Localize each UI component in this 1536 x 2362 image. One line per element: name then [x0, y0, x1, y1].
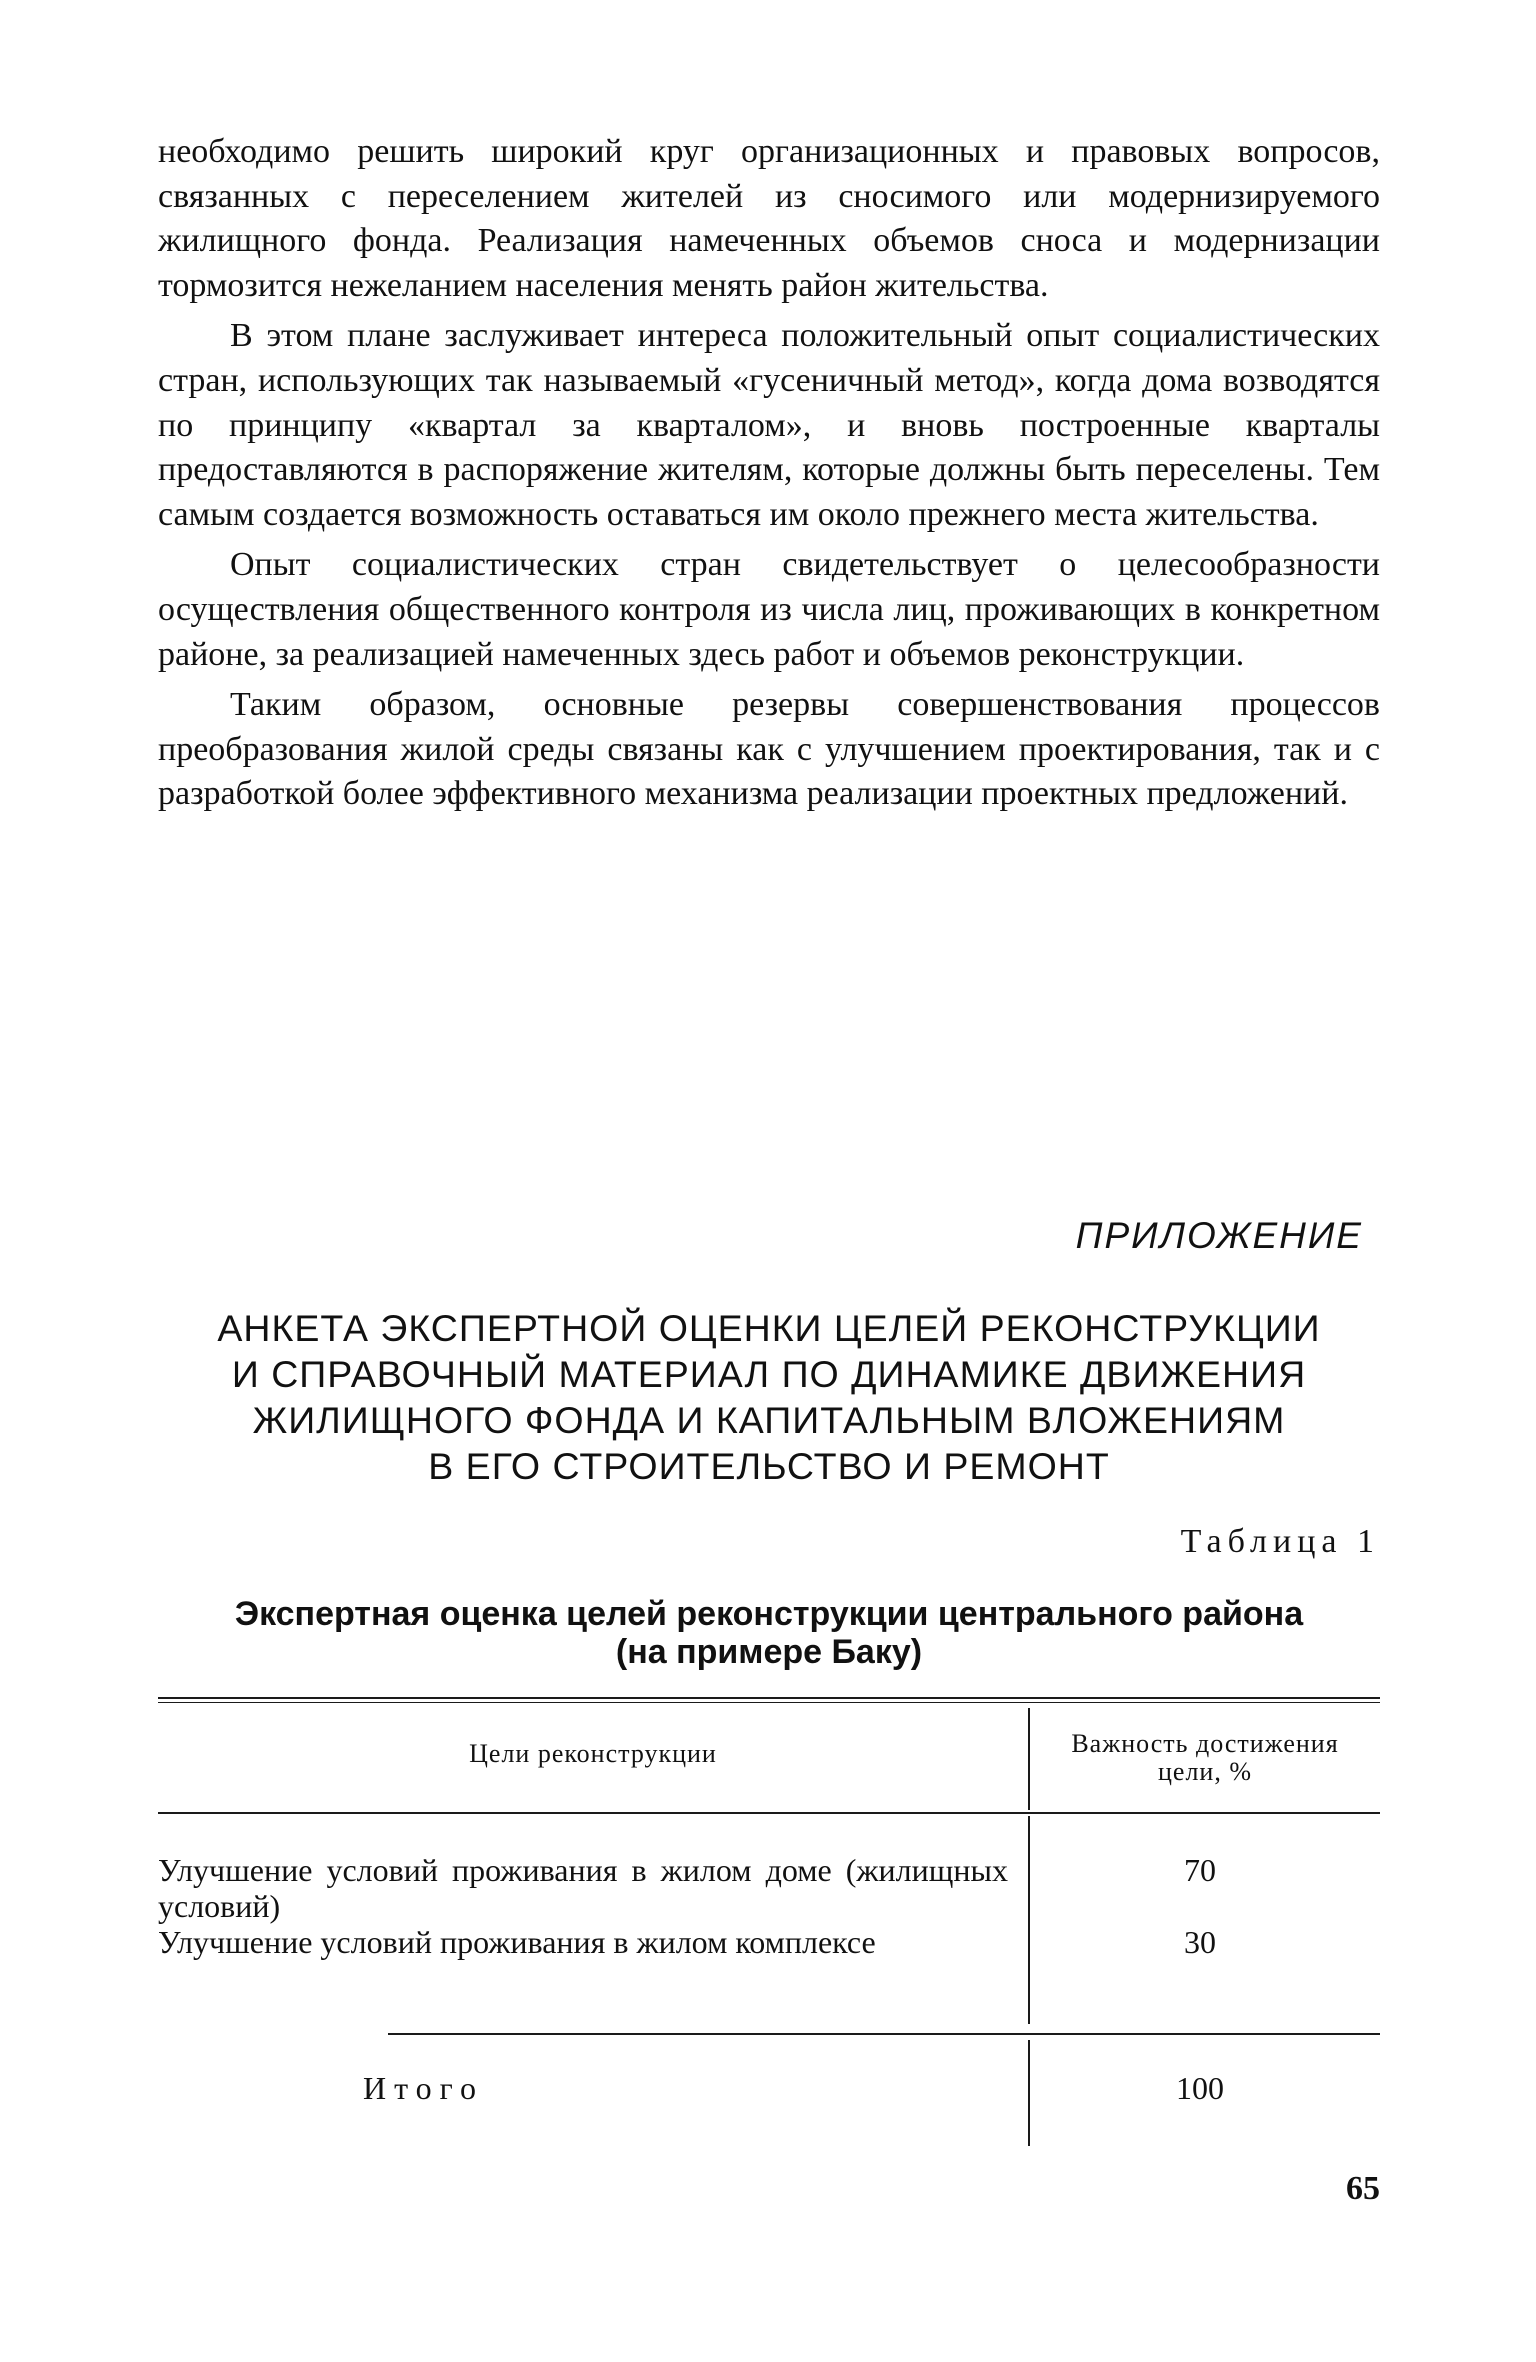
header-importance-line: Важность достижения	[1071, 1729, 1339, 1758]
total-label: Итого	[363, 2070, 484, 2106]
table-caption	[158, 1595, 1380, 1671]
book-page	[158, 0, 1380, 2362]
page-number: 65	[1346, 2170, 1380, 2207]
total-value: 100	[1176, 2070, 1224, 2106]
paragraph-1: необходимо решить широкий круг организационных и правовых вопросов, связанных с переселением жителей из сносимого или модернизируемого жилищного фонда. Реализация намеченных объемов сноса и модернизации тормозится нежеланием населения менять район жительства.	[158, 133, 1380, 304]
table-row-value: 30	[1184, 1924, 1216, 1960]
appendix-label: ПРИЛОЖЕНИЕ	[1075, 1215, 1363, 1256]
table-row-goal: Улучшение условий проживания в жилом комплексе	[158, 1924, 876, 1960]
heading-line: В ЕГО СТРОИТЕЛЬСТВО И РЕМОНТ	[428, 1445, 1110, 1487]
table-top-rule	[158, 1697, 1380, 1699]
heading-line: АНКЕТА ЭКСПЕРТНОЙ ОЦЕНКИ ЦЕЛЕЙ РЕКОНСТРУКЦИИ	[217, 1307, 1321, 1349]
table-row-value: 70	[1184, 1852, 1216, 1888]
total-divider	[1028, 2040, 1030, 2146]
body-text	[158, 130, 1380, 817]
table-label: Таблица 1	[1180, 1523, 1380, 1560]
paragraph-3: Опыт социалистических стран свидетельствует о целесообразности осуществления общественного контроля из числа лиц, проживающих в конкретном районе, за реализацией намеченных здесь работ и объемов реконструкции.	[158, 546, 1380, 673]
paragraph-2: В этом плане заслуживает интереса положительный опыт социалистических стран, использующих так называемый «гусеничный метод», когда дома возводятся по принципу «квартал за кварталом», и вновь построенные кварталы предоставляются в распоряжение жителям, которые должны быть переселены. Тем самым создается возможность оставаться им около прежнего места жительства.	[158, 317, 1380, 533]
paragraph-4: Таким образом, основные резервы совершенствования процессов преобразования жилой среды связаны как с улучшением проектирования, так и с разработкой более эффективного механизма реализации проектных предложений.	[158, 686, 1380, 813]
caption-line: Экспертная оценка целей реконструкции центрального района	[234, 1595, 1304, 1633]
header-divider	[1028, 1708, 1030, 1810]
header-importance	[1030, 1730, 1380, 1786]
heading-line: И СПРАВОЧНЫЙ МАТЕРИАЛ ПО ДИНАМИКЕ ДВИЖЕНИЯ	[231, 1353, 1307, 1395]
table-row-goal: Улучшение условий проживания в жилом доме (жилищных условий)	[158, 1852, 1008, 1924]
header-bottom-rule	[158, 1812, 1380, 1814]
caption-line: (на примере Баку)	[615, 1633, 923, 1671]
heading-line: ЖИЛИЩНОГО ФОНДА И КАПИТАЛЬНЫМ ВЛОЖЕНИЯМ	[252, 1399, 1286, 1441]
header-importance-line: цели, %	[1157, 1757, 1252, 1786]
appendix-heading	[158, 1305, 1380, 1489]
body-divider	[1028, 1816, 1030, 2024]
table-top-rule-thin	[158, 1702, 1380, 1703]
total-rule	[388, 2033, 1380, 2035]
header-goal: Цели реконструкции	[469, 1739, 717, 1768]
